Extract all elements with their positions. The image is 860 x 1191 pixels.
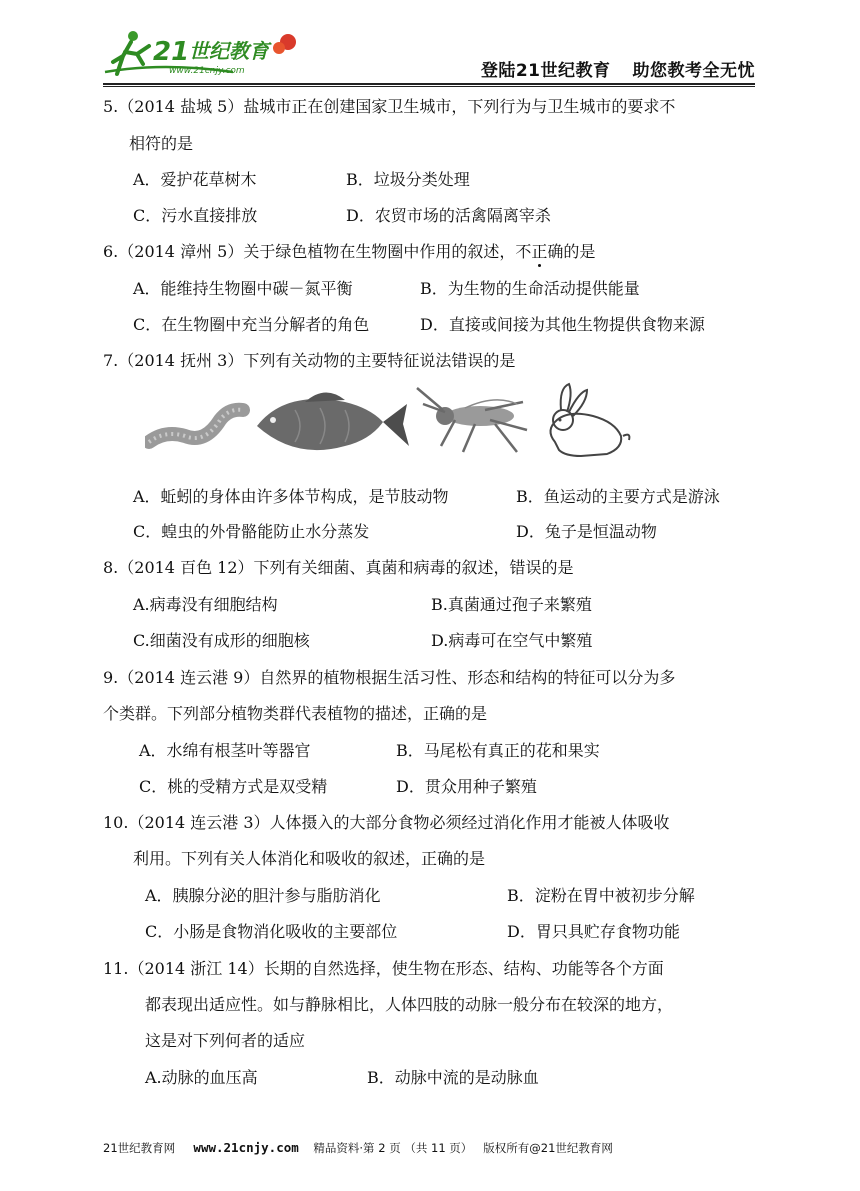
question-5-option-a: A．爱护花草树木 — [133, 170, 257, 189]
question-9-option-d: D．贯众用种子繁殖 — [396, 777, 537, 796]
question-11-line-3: 这是对下列何者的适应 — [145, 1031, 306, 1050]
fish-icon — [257, 392, 409, 450]
question-9-line-1 — [103, 668, 675, 688]
page-header — [103, 28, 755, 84]
question-7-option-d: D．兔子是恒温动物 — [516, 522, 657, 541]
question-text: （2014 浙江 14）长期的自然选择，使生物在形态、结构、功能等各个方面 — [128, 959, 664, 978]
question-number: 8. — [103, 558, 119, 577]
question-text: （2014 抚州 3）下列有关动物的主要特征说法错误的是 — [118, 351, 516, 370]
slogan-login: 登陆21世纪教育 — [480, 61, 611, 81]
question-text: （2014 漳州 5）关于绿色植物在生物圈中作用的叙述， — [118, 242, 516, 261]
question-6-option-c: C．在生物圈中充当分解者的角色 — [133, 315, 370, 334]
question-text: （2014 连云港 3）人体摄入的大部分食物必须经过消化作用才能被人体吸收 — [128, 813, 670, 832]
question-number: 9. — [103, 668, 119, 687]
question-9-option-a: A．水绵有根茎叶等器官 — [139, 741, 311, 760]
question-5-option-c: C．污水直接排放 — [133, 206, 258, 225]
svg-text:www.21cnjy.com: www.21cnjy.com — [169, 66, 245, 76]
slogan-help: 助您教考全无忧 — [632, 61, 755, 81]
footer-page-info: 精品资料·第 2 页 （共 11 页） — [313, 1141, 473, 1155]
question-9-line-2: 个类群。下列部分植物类群代表植物的描述，正确的是 — [103, 704, 488, 723]
question-10-line-2: 利用。下列有关人体消化和吸收的叙述，正确的是 — [133, 849, 486, 868]
question-9-option-b: B．马尾松有真正的花和果实 — [396, 741, 600, 760]
question-6-option-b: B．为生物的生命活动提供能量 — [420, 279, 640, 298]
header-rule — [103, 83, 755, 85]
question-8-option-c: C.细菌没有成形的细胞核 — [133, 631, 310, 650]
question-10-option-d: D．胃只具贮存食物功能 — [507, 922, 680, 941]
question-5-option-b: B．垃圾分类处理 — [346, 170, 470, 189]
question-11-line-2: 都表现出适应性。如与静脉相比，人体四肢的动脉一般分布在较深的地方， — [145, 995, 674, 1014]
svg-text:21: 21 — [153, 37, 190, 67]
question-8-option-a: A.病毒没有细胞结构 — [133, 595, 278, 614]
question-text: （2014 连云港 9）自然界的植物根据生活习性、形态和结构的特征可以分为多 — [118, 668, 676, 687]
question-text-end: 的是 — [563, 242, 596, 261]
question-8-option-d: D.病毒可在空气中繁殖 — [431, 631, 593, 650]
locust-icon — [417, 388, 527, 452]
footer-site: 21世纪教育网 — [103, 1141, 176, 1155]
svg-text:世纪教育: 世纪教育 — [189, 39, 269, 63]
footer-url[interactable]: www.21cnjy.com — [193, 1140, 299, 1155]
question-6-line-1 — [103, 242, 595, 262]
question-6-option-d: D．直接或间接为其他生物提供食物来源 — [420, 315, 705, 334]
footer-copyright: 版权所有@21世纪教育网 — [483, 1141, 613, 1155]
question-10-option-a: A．胰腺分泌的胆汁参与脂肪消化 — [145, 886, 381, 905]
question-11-option-b: B．动脉中流的是动脉血 — [367, 1068, 539, 1087]
question-10-option-b: B．淀粉在胃中被初步分解 — [507, 886, 695, 905]
header-rule-thin — [103, 86, 755, 87]
question-11-option-a: A.动脉的血压高 — [145, 1068, 258, 1087]
question-number: 7. — [103, 351, 119, 370]
question-number: 5. — [103, 97, 119, 116]
question-8-option-b: B.真菌通过孢子来繁殖 — [431, 595, 592, 614]
question-9-option-c: C．桃的受精方式是双受精 — [139, 777, 328, 796]
animals-figure — [145, 380, 645, 470]
question-7-option-a: A．蚯蚓的身体由许多体节构成，是节肢动物 — [133, 487, 449, 506]
question-7-line-1 — [103, 351, 515, 371]
question-10-option-c: C．小肠是食物消化吸收的主要部位 — [145, 922, 398, 941]
page-footer — [103, 1140, 755, 1156]
header-slogan — [481, 56, 755, 81]
emphasis-not-correct: 不正确 — [515, 242, 564, 261]
question-text: （2014 盐城 5）盐城市正在创建国家卫生城市，下列行为与卫生城市的要求不 — [118, 97, 676, 116]
question-text: （2014 百色 12）下列有关细菌、真菌和病毒的叙述，错误的是 — [118, 558, 574, 577]
question-5-line-1 — [103, 97, 675, 117]
question-number: 10. — [103, 813, 129, 832]
question-5-option-d: D．农贸市场的活禽隔离宰杀 — [346, 206, 551, 225]
question-6-option-a: A．能维持生物圈中碳－氮平衡 — [133, 279, 353, 298]
question-number: 11. — [103, 959, 129, 978]
earthworm-icon — [149, 410, 243, 442]
question-7-option-b: B．鱼运动的主要方式是游泳 — [516, 487, 720, 506]
question-10-line-1 — [103, 813, 670, 833]
rabbit-icon — [550, 384, 629, 456]
question-7-option-c: C．蝗虫的外骨骼能防止水分蒸发 — [133, 522, 370, 541]
question-11-line-1 — [103, 959, 664, 979]
question-number: 6. — [103, 242, 119, 261]
question-5-line-2: 相符的是 — [129, 134, 194, 153]
question-8-line-1 — [103, 558, 574, 578]
site-logo — [103, 28, 303, 78]
